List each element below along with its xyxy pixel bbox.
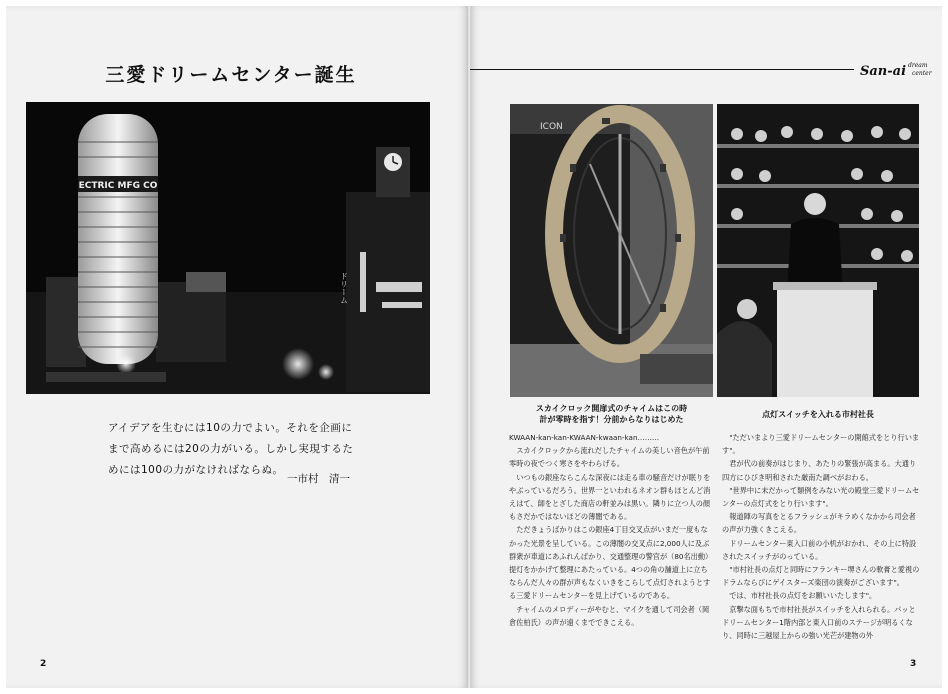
quote-line: まで高めるには20の力がいる。しかし実現するた — [108, 443, 354, 455]
paragraph: ドリームセンター東入口前の小机がおかれ、その上に特設されたスイッチがのっている。 — [722, 538, 917, 561]
quote-author: 一市村 清一 — [287, 473, 350, 485]
body-column-1 — [509, 431, 711, 629]
paragraph: "市村社長の点灯と同時にフランキー堺さんの軟膏と愛視のドラムならびにゲイスターズ楽団の演奏がございます"。 — [722, 565, 920, 588]
paragraph: では、市村社長の点灯をお願いいたします"。 — [729, 591, 877, 601]
switch-ceremony-photo — [717, 104, 919, 397]
night-tower-photo — [26, 102, 430, 394]
paragraph: "世界中に未だかって類例をみない光の殿堂三愛ドリームセンターの点灯式をとり行います"。 — [722, 485, 920, 509]
svg-text:dream: dream — [908, 62, 928, 69]
photo-sign: ICON — [540, 122, 563, 132]
paragraph: 報道陣の写真をとるフラッシュがキラめくなかから司会者の声が力強くきこえる。 — [722, 512, 916, 535]
paragraph: 京撃な面もちで市村社長がスイッチを入れられる。パッとドリームセンター1階内部と東入口前のステージが明るくなり、同時に三越屋上からの強い光芒が建物の外 — [722, 604, 916, 641]
paragraph: ただきょうばかりはこの銀座4丁目交叉点がいまだ一度もなかった光景を呈している。この薄闇の交叉点に2,000人に及ぶ群衆が車道にあふれんばかり、交通整理の警官が（80名出動）提灯をかかげて整理にあたっている。4つの角の舗道上に立ちならんだ人々の群が声もなくいきをこらして点灯されようとする三愛ドリームセンターを見上げているのである。 — [509, 525, 711, 601]
header-rule — [470, 69, 854, 70]
article-title: 三愛ドリームセンター誕生 — [105, 64, 357, 86]
quote-line: めには100の力がなければならぬ。 — [108, 464, 284, 476]
caption-switch: 点灯スイッチを入れる市村社長 — [762, 410, 874, 419]
tower-sign: ECTRIC MFG CO — [78, 181, 158, 191]
sanai-logo — [858, 58, 934, 80]
page-number-left: 2 — [40, 659, 47, 669]
svg-text:San-ai: San-ai — [860, 64, 907, 79]
page-gutter — [467, 6, 471, 688]
svg-text:center: center — [912, 70, 932, 77]
paragraph: チャイムのメロディーがやむと、マイクを通して司会者（岡倉佐柏氏）の声が遠くまでできこえる。 — [509, 604, 710, 627]
paragraph: "ただいまより三愛ドリームセンターの開館式をとり行います"。 — [722, 433, 920, 456]
paragraph: いつもの銀座ならこんな深夜には走る車の騒音だけが眠りをやぶっているだろう。世界一といわれるネオン群もほとんど消えはて、師をとざした商店の軒並みは黒い。隣りに立つ人の顔もさだかではないほどの薄闇である。 — [509, 472, 711, 522]
vertical-sign: ドリーム — [339, 272, 349, 304]
caption-sky-clock: スカイクロック開扉式のチャイムはこの時 計が零時を指す！分前からなりはじめた — [535, 404, 688, 424]
paragraph: 君が代の前奏がはじまり、あたりの緊張が高まる。大通り四方にひびき明和された厳南た調べがおわる。 — [722, 459, 917, 482]
paragraph: スカイクロックから流れだしたチャイムの美しい音色が午前零時の夜でつく寒さをやわらげる。 — [509, 446, 710, 469]
paragraph: KWAAN-kan-kan-KWAAN-kwaan-kan……… — [509, 433, 660, 442]
body-column-2 — [722, 431, 922, 642]
page-number-right: 3 — [910, 659, 917, 669]
quote-line: アイデアを生むには10の力でよい。それを企画に — [108, 422, 353, 434]
sky-clock-photo — [510, 104, 713, 397]
